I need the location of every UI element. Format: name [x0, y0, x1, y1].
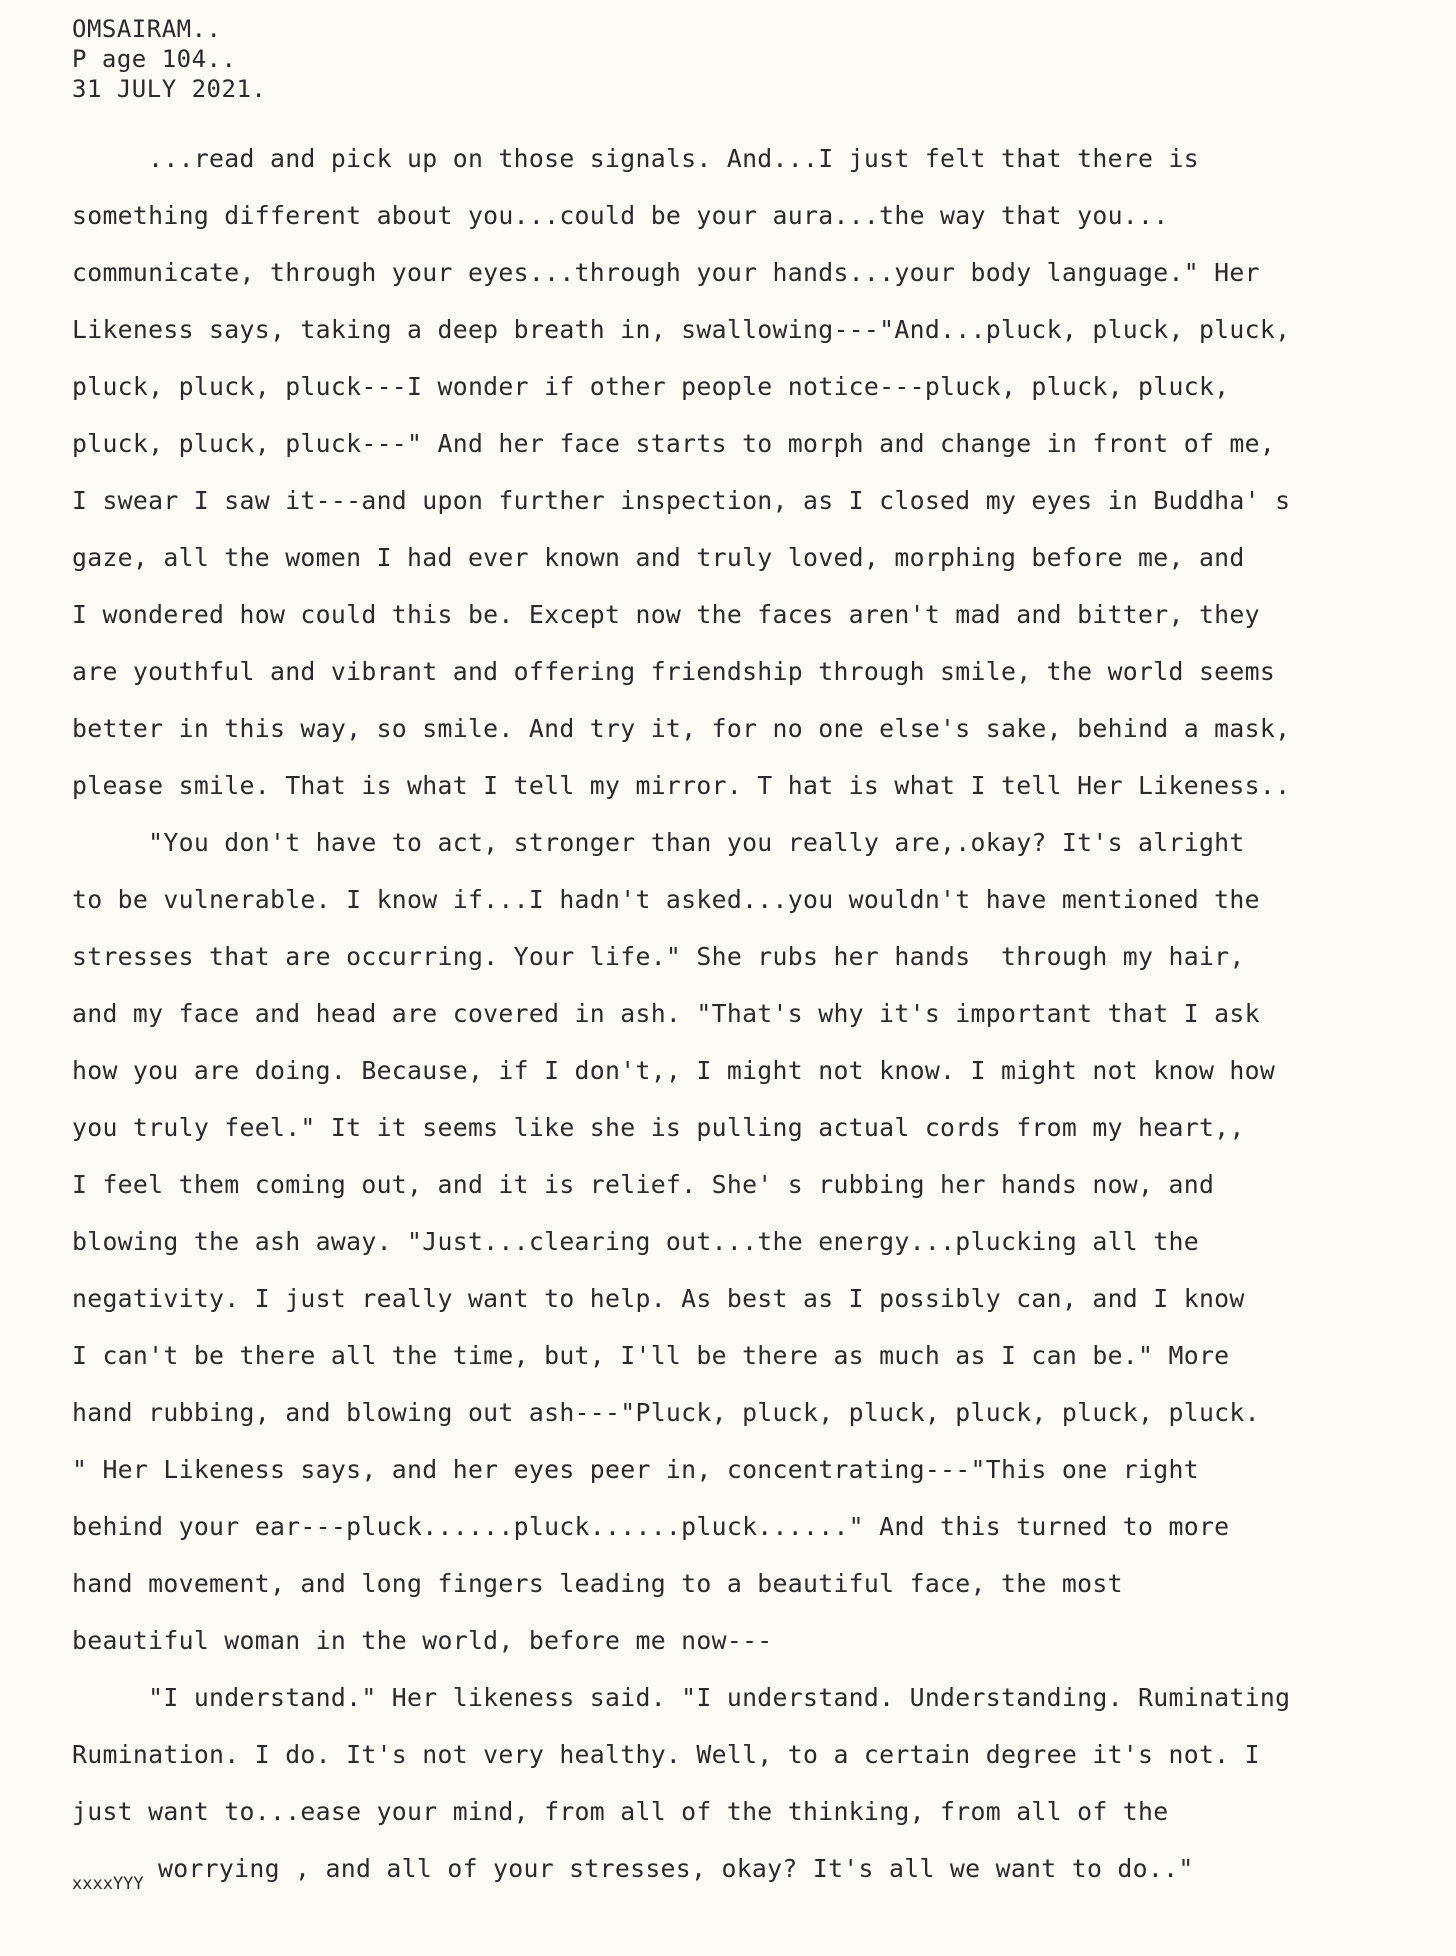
- text-line: " Her Likeness says, and her eyes peer in, concentrating---"This one right: [72, 1455, 1199, 1484]
- text-line: just want to...ease your mind, from all of the thinking, from all of the: [72, 1797, 1169, 1826]
- text-line: "You don't have to act, stronger than you really are,.okay? It's alright: [72, 828, 1245, 857]
- text-line: better in this way, so smile. And try it, for no one else's sake, behind a mask,: [72, 714, 1291, 743]
- text-line: I wondered how could this be. Except now the faces aren't mad and bitter, they: [72, 600, 1260, 629]
- text-line: I swear I saw it---and upon further inspection, as I closed my eyes in Buddha' s: [72, 486, 1291, 515]
- text-line: please smile. That is what I tell my mirror. T hat is what I tell Her Likeness..: [72, 771, 1291, 800]
- text-line: Rumination. I do. It's not very healthy. Well, to a certain degree it's not. I: [72, 1740, 1260, 1769]
- text-line: I feel them coming out, and it is relief. She' s rubbing her hands now, and: [72, 1170, 1215, 1199]
- struck-out-characters: xxxxYYY: [72, 1874, 144, 1894]
- text-line: hand movement, and long fingers leading to a beautiful face, the most: [72, 1569, 1123, 1598]
- text-line: how you are doing. Because, if I don't,, I might not know. I might not know how: [72, 1056, 1276, 1085]
- text-line: are youthful and vibrant and offering friendship through smile, the world seems: [72, 657, 1276, 686]
- text-line: negativity. I just really want to help. As best as I possibly can, and I know: [72, 1284, 1245, 1313]
- header-date: 31 JULY 2021.: [72, 75, 267, 103]
- text-line: hand rubbing, and blowing out ash---"Pluck, pluck, pluck, pluck, pluck, pluck.: [72, 1398, 1260, 1427]
- text-line: you truly feel." It it seems like she is pulling actual cords from my heart,,: [72, 1113, 1245, 1142]
- body-text: [72, 130, 1452, 1897]
- text-line: and my face and head are covered in ash. "That's why it's important that I ask: [72, 999, 1260, 1028]
- header-page-number: P age 104..: [72, 45, 237, 73]
- page-header: [72, 14, 266, 104]
- text-line: communicate, through your eyes...through your hands...your body language." Her: [72, 258, 1260, 287]
- text-line: something different about you...could be your aura...the way that you...: [72, 201, 1169, 230]
- text-line: Likeness says, taking a deep breath in, swallowing---"And...pluck, pluck, pluck,: [72, 315, 1291, 344]
- text-line: pluck, pluck, pluck---I wonder if other people notice---pluck, pluck, pluck,: [72, 372, 1230, 401]
- text-line: stresses that are occurring. Your life." She rubs her hands through my hair,: [72, 942, 1245, 971]
- text-line: I can't be there all the time, but, I'll be there as much as I can be." More: [72, 1341, 1230, 1370]
- text-line: to be vulnerable. I know if...I hadn't asked...you wouldn't have mentioned the: [72, 885, 1260, 914]
- last-text-line: [72, 1840, 1452, 1897]
- text-line: gaze, all the women I had ever known and truly loved, morphing before me, and: [72, 543, 1245, 572]
- text-line: beautiful woman in the world, before me now---: [72, 1626, 773, 1655]
- header-title: OMSAIRAM..: [72, 15, 222, 43]
- text-line: "I understand." Her likeness said. "I understand. Understanding. Ruminating: [72, 1683, 1291, 1712]
- text-line: ...read and pick up on those signals. And...I just felt that there is: [72, 144, 1199, 173]
- text-line: behind your ear---pluck......pluck......pluck......" And this turned to more: [72, 1512, 1230, 1541]
- last-line-text: worrying , and all of your stresses, okay? It's all we want to do..": [158, 1854, 1194, 1883]
- text-line: blowing the ash away. "Just...clearing out...the energy...plucking all the: [72, 1227, 1199, 1256]
- text-line: pluck, pluck, pluck---" And her face starts to morph and change in front of me,: [72, 429, 1276, 458]
